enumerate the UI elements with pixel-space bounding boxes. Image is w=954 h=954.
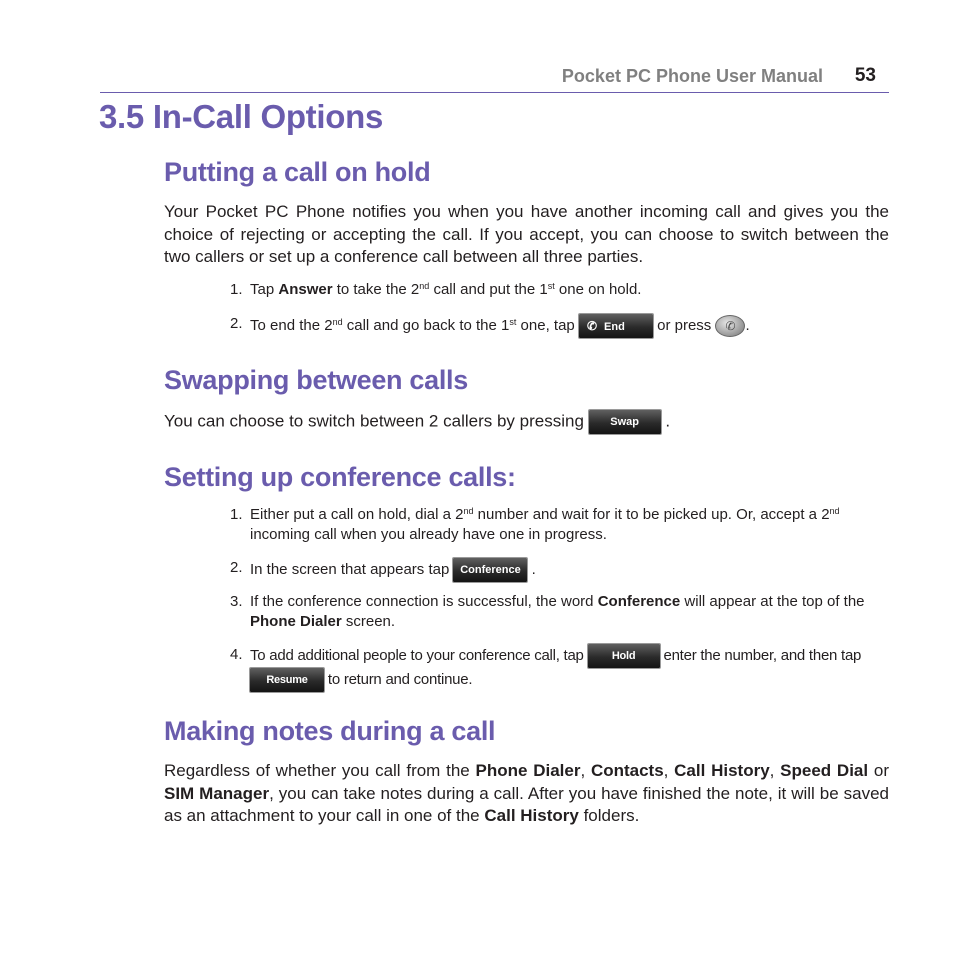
swap-button[interactable]: Swap xyxy=(589,410,661,434)
hold-step-2: 2. To end the 2nd call and go back to the 1st one, tap ✆ End or press ✆ . xyxy=(230,314,889,338)
resume-button[interactable]: Resume xyxy=(250,668,324,692)
conference-step-4: 4. To add additional people to your conference call, tap Hold enter the number, and then tap Resume to return and continue. xyxy=(230,644,889,692)
notes-text: Regardless of whether you call from the Phone Dialer, Contacts, Call History, Speed Dial or SIM Manager, you can take notes during a call. After you have finished the note, it will be saved as an attachment to your call in one of the Call History folders. xyxy=(164,761,889,825)
phone-handset-icon: ✆ xyxy=(586,319,598,333)
conference-step-3: 3. If the conference connection is successful, the word Conference will appear at the top of the Phone Dialer screen. xyxy=(230,593,865,630)
end-button-label: End xyxy=(604,321,625,333)
hold-button[interactable]: Hold xyxy=(588,644,660,668)
heading-putting-call-on-hold: Putting a call on hold xyxy=(164,157,431,187)
heading-setting-up-conference-calls: Setting up conference calls: xyxy=(164,462,516,492)
page-number: 53 xyxy=(854,65,876,86)
end-button[interactable] xyxy=(579,314,653,338)
chapter-title: 3.5 In-Call Options xyxy=(99,98,384,135)
conference-step-2: 2. In the screen that appears tap Conference . xyxy=(230,558,889,582)
conference-button[interactable]: Conference xyxy=(453,558,527,582)
manual-title: Pocket PC Phone User Manual xyxy=(561,66,823,86)
talk-end-key-icon[interactable]: ✆ xyxy=(715,315,745,337)
conference-step-1: 1. Either put a call on hold, dial a 2nd number and wait for it to be picked up. Or, accept a 2nd incoming call when you already have one in progress. xyxy=(230,506,840,543)
page-header xyxy=(100,64,889,93)
hold-intro: Your Pocket PC Phone notifies you when you have another incoming call and gives you the choice of rejecting or accepting the call. If you accept, you can choose to switch between the two callers or set up a conference call between all three parties. xyxy=(164,202,889,266)
swap-text: You can choose to switch between 2 callers by pressing Swap . xyxy=(164,410,889,434)
heading-making-notes-during-call: Making notes during a call xyxy=(164,716,496,746)
hold-step-1: 1. Tap Answer to take the 2nd call and put the 1st one on hold. xyxy=(230,281,642,298)
heading-swapping-between-calls: Swapping between calls xyxy=(164,365,468,395)
